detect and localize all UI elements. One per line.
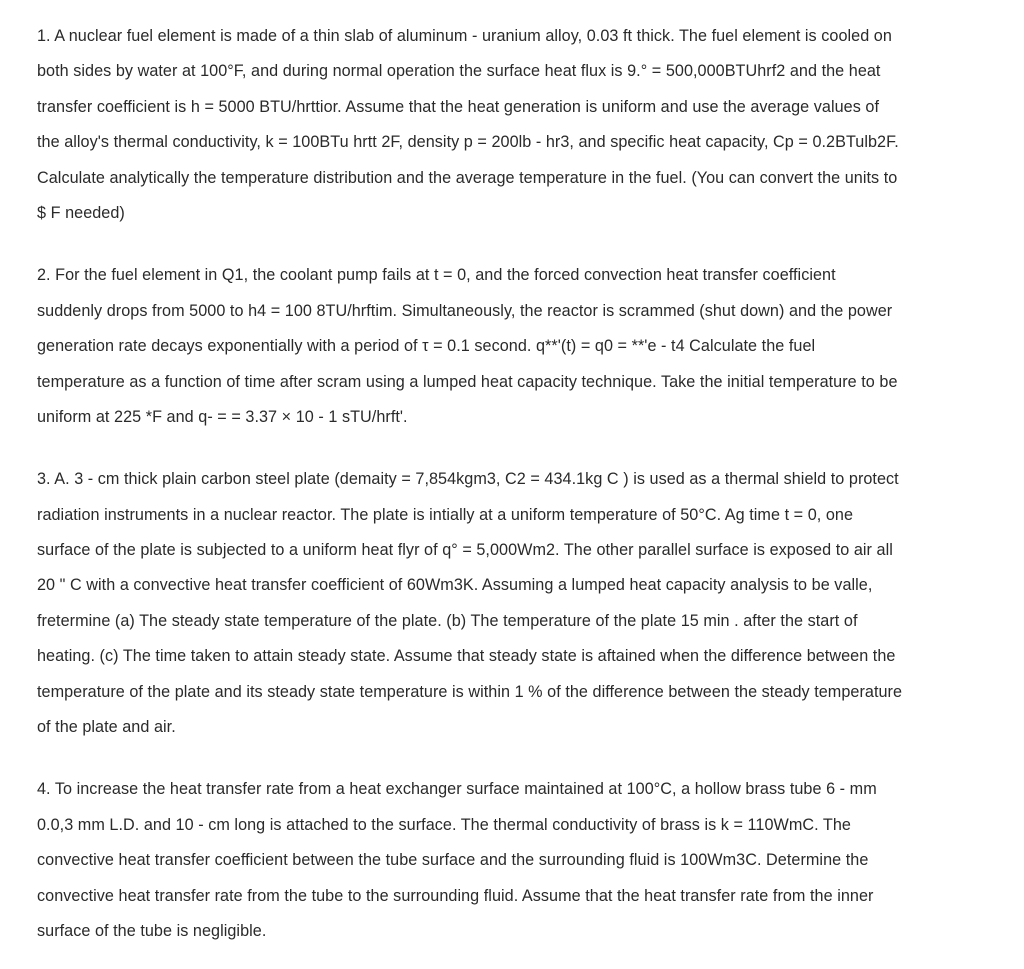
question-1-line-3: transfer coefficient is h = 5000 BTU/hrttior. Assume that the heat generation is uniform and use the average values of bbox=[37, 97, 879, 116]
question-1 bbox=[37, 19, 997, 231]
question-4-line-4: convective heat transfer rate from the tube to the surrounding fluid. Assume that the heat transfer rate from the inner bbox=[37, 886, 874, 905]
question-4-line-5: surface of the tube is negligible. bbox=[37, 921, 267, 940]
question-1-line-2: both sides by water at 100°F, and during normal operation the surface heat flux is 9.° = 500,000BTUhrf2 and the heat bbox=[37, 62, 881, 81]
question-4-line-1: 4. To increase the heat transfer rate from a heat exchanger surface maintained at 100°C, a hollow brass tube 6 - mm bbox=[37, 780, 877, 799]
question-2-line-5: uniform at 225 *F and q- = = 3.37 × 10 - 1 sTU/hrft'. bbox=[37, 407, 408, 426]
question-3-line-1: 3. A. 3 - cm thick plain carbon steel plate (demaity = 7,854kgm3, C2 = 434.1kg C ) is used as a thermal shield to protect bbox=[37, 470, 899, 489]
question-3-line-8: of the plate and air. bbox=[37, 718, 176, 737]
question-3-line-6: heating. (c) The time taken to attain steady state. Assume that steady state is aftained when the difference between the bbox=[37, 647, 896, 666]
question-4-line-3: convective heat transfer coefficient between the tube surface and the surrounding fluid is 100Wm3C. Determine the bbox=[37, 851, 869, 870]
question-2-line-3: generation rate decays exponentially with a period of τ = 0.1 second. q**'(t) = q0 = **'e - t4 Calculate the fuel bbox=[37, 337, 816, 356]
question-4 bbox=[37, 772, 997, 949]
question-3-line-7: temperature of the plate and its steady state temperature is within 1 % of the difference between the steady temperature bbox=[37, 682, 903, 701]
question-4-line-2: 0.0,3 mm L.D. and 10 - cm long is attached to the surface. The thermal conductivity of brass is k = 110WmC. The bbox=[37, 815, 851, 834]
question-1-line-6: $ F needed) bbox=[37, 203, 125, 222]
question-3-line-4: 20 " C with a convective heat transfer coefficient of 60Wm3K. Assuming a lumped heat capacity analysis to be valle, bbox=[37, 576, 873, 595]
question-1-line-1: 1. A nuclear fuel element is made of a thin slab of aluminum - uranium alloy, 0.03 ft thick. The fuel element is cooled on bbox=[37, 27, 892, 45]
question-2-line-4: temperature as a function of time after scram using a lumped heat capacity technique. Take the initial temperature to be bbox=[37, 372, 898, 391]
question-2-line-1: 2. For the fuel element in Q1, the coolant pump fails at t = 0, and the forced convection heat transfer coefficient bbox=[37, 266, 836, 285]
question-1-line-5: Calculate analytically the temperature distribution and the average temperature in the fuel. (You can convert the units to bbox=[37, 168, 898, 187]
question-3-line-5: fretermine (a) The steady state temperature of the plate. (b) The temperature of the plate 15 min . after the start of bbox=[37, 611, 858, 630]
question-2-line-2: suddenly drops from 5000 to h4 = 100 8TU/hrftim. Simultaneously, the reactor is scrammed (shut down) and the power bbox=[37, 301, 893, 320]
document-body bbox=[37, 19, 997, 949]
question-2 bbox=[37, 258, 997, 435]
question-3 bbox=[37, 462, 997, 745]
question-3-line-2: radiation instruments in a nuclear reactor. The plate is intially at a uniform temperature of 50°C. Ag time t = 0, one bbox=[37, 505, 854, 524]
question-3-line-3: surface of the plate is subjected to a uniform heat flyr of q° = 5,000Wm2. The other parallel surface is exposed to air all bbox=[37, 541, 893, 560]
question-1-line-4: the alloy's thermal conductivity, k = 100BTu hrtt 2F, density p = 200lb - hr3, and specific heat capacity, Cp = 0.2BTulb2F. bbox=[37, 133, 899, 152]
